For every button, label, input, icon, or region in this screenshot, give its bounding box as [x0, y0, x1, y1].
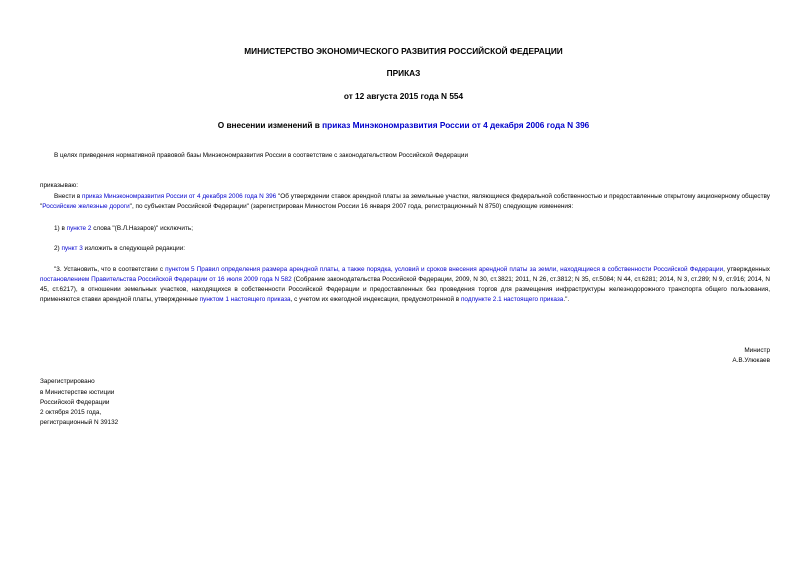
title-prefix: О внесении изменений в — [217, 120, 323, 130]
signer-name: А.В.Улюкаев — [732, 357, 770, 364]
registration-line-1: Зарегистрировано — [40, 378, 95, 385]
quote-point-1-link[interactable]: пунктом 1 настоящего приказа — [199, 296, 291, 303]
p1-text-a: Внести в — [54, 193, 83, 200]
item-2 — [54, 244, 774, 254]
registration-line-4: 2 октября 2015 года, — [40, 409, 102, 416]
quote-text-e: .". — [563, 296, 570, 303]
item-1-text-a: 1) в — [54, 225, 67, 232]
quote-decree-link[interactable]: постановлением Правительства Российской Федерации от 16 июля 2009 года N 582 — [40, 276, 292, 283]
paragraph-1 — [40, 192, 770, 212]
doc-type-heading: ПРИКАЗ — [386, 68, 421, 78]
p1-text-b: "Об утверждении ставок арендной платы за земельные участки, являющиеся федеральной собственностью и предоставленные открытому акционерному обществу " — [40, 193, 770, 210]
date-number-heading: от 12 августа 2015 года N 554 — [343, 91, 464, 101]
quote-text-d: , с учетом их ежегодной индексации, предусмотренной в — [290, 296, 461, 303]
intro-paragraph: В целях приведения нормативной правовой базы Минэкономразвития России в соответствие с законодательством Российской Федерации — [54, 152, 469, 159]
p1-rzd-link[interactable]: Российские железные дороги — [42, 203, 130, 210]
signer-position: Министр — [744, 347, 770, 354]
quote-text-c: (Собрание законодательства Российской Федерации, 2009, N 30, ст.3821; 2011, N 26, ст.3812; N 35, ст.5084; N 44, ст.6281; 2014, N 3, ст.289; N 9, ст.916; 2014, N 45, ст.6217), в отношении земельных участков, находящихся в собственности Российской Федерации и предоставленных без проведения торгов для размещения инфраструктуры железнодорожного транспорта общего пользования, применяются ставки арендной платы, утвержденные — [40, 276, 770, 303]
ministry-heading: МИНИСТЕРСТВО ЭКОНОМИЧЕСКОГО РАЗВИТИЯ РОССИЙСКОЙ ФЕДЕРАЦИИ — [244, 46, 563, 56]
order-word: приказываю: — [40, 182, 78, 189]
document-title — [0, 120, 807, 130]
registration-line-5: регистрационный N 39132 — [40, 419, 119, 426]
registration-line-2: в Министерстве юстиции — [40, 389, 115, 396]
quote-text-b: , утвержденных — [723, 266, 770, 273]
quote-subpoint-link[interactable]: подпункте 2.1 настоящего приказа — [460, 296, 564, 303]
title-order-link[interactable]: приказ Минэкономразвития России от 4 декабря 2006 года N 396 — [322, 120, 590, 130]
p1-text-c: ", по субъектам Российской Федерации" (зарегистрирован Минюстом России 16 января 2007 года, регистрационный N 8750) следующие изменения: — [129, 203, 574, 210]
p1-order-link[interactable]: приказ Минэкономразвития России от 4 декабря 2006 года N 396 — [82, 193, 277, 200]
item-1-link[interactable]: пункте 2 — [66, 225, 92, 232]
quoted-paragraph — [40, 265, 770, 305]
registration-line-3: Российской Федерации — [40, 399, 110, 406]
item-1 — [54, 224, 774, 234]
item-2-text-b: изложить в следующей редакции: — [82, 245, 186, 252]
item-1-text-b: слова "(В.Л.Назаров)" исключить; — [91, 225, 194, 232]
quote-text-a: "3. Установить, что в соответствии с — [54, 266, 166, 273]
quote-rules-link[interactable]: пунктом 5 Правил определения размера арендной платы, а также порядка, условий и сроков внесения арендной платы за земли, находящиеся в собственности Российской Федерации — [165, 266, 724, 273]
item-2-text-a: 2) — [54, 245, 62, 252]
item-2-link[interactable]: пункт 3 — [61, 245, 83, 252]
